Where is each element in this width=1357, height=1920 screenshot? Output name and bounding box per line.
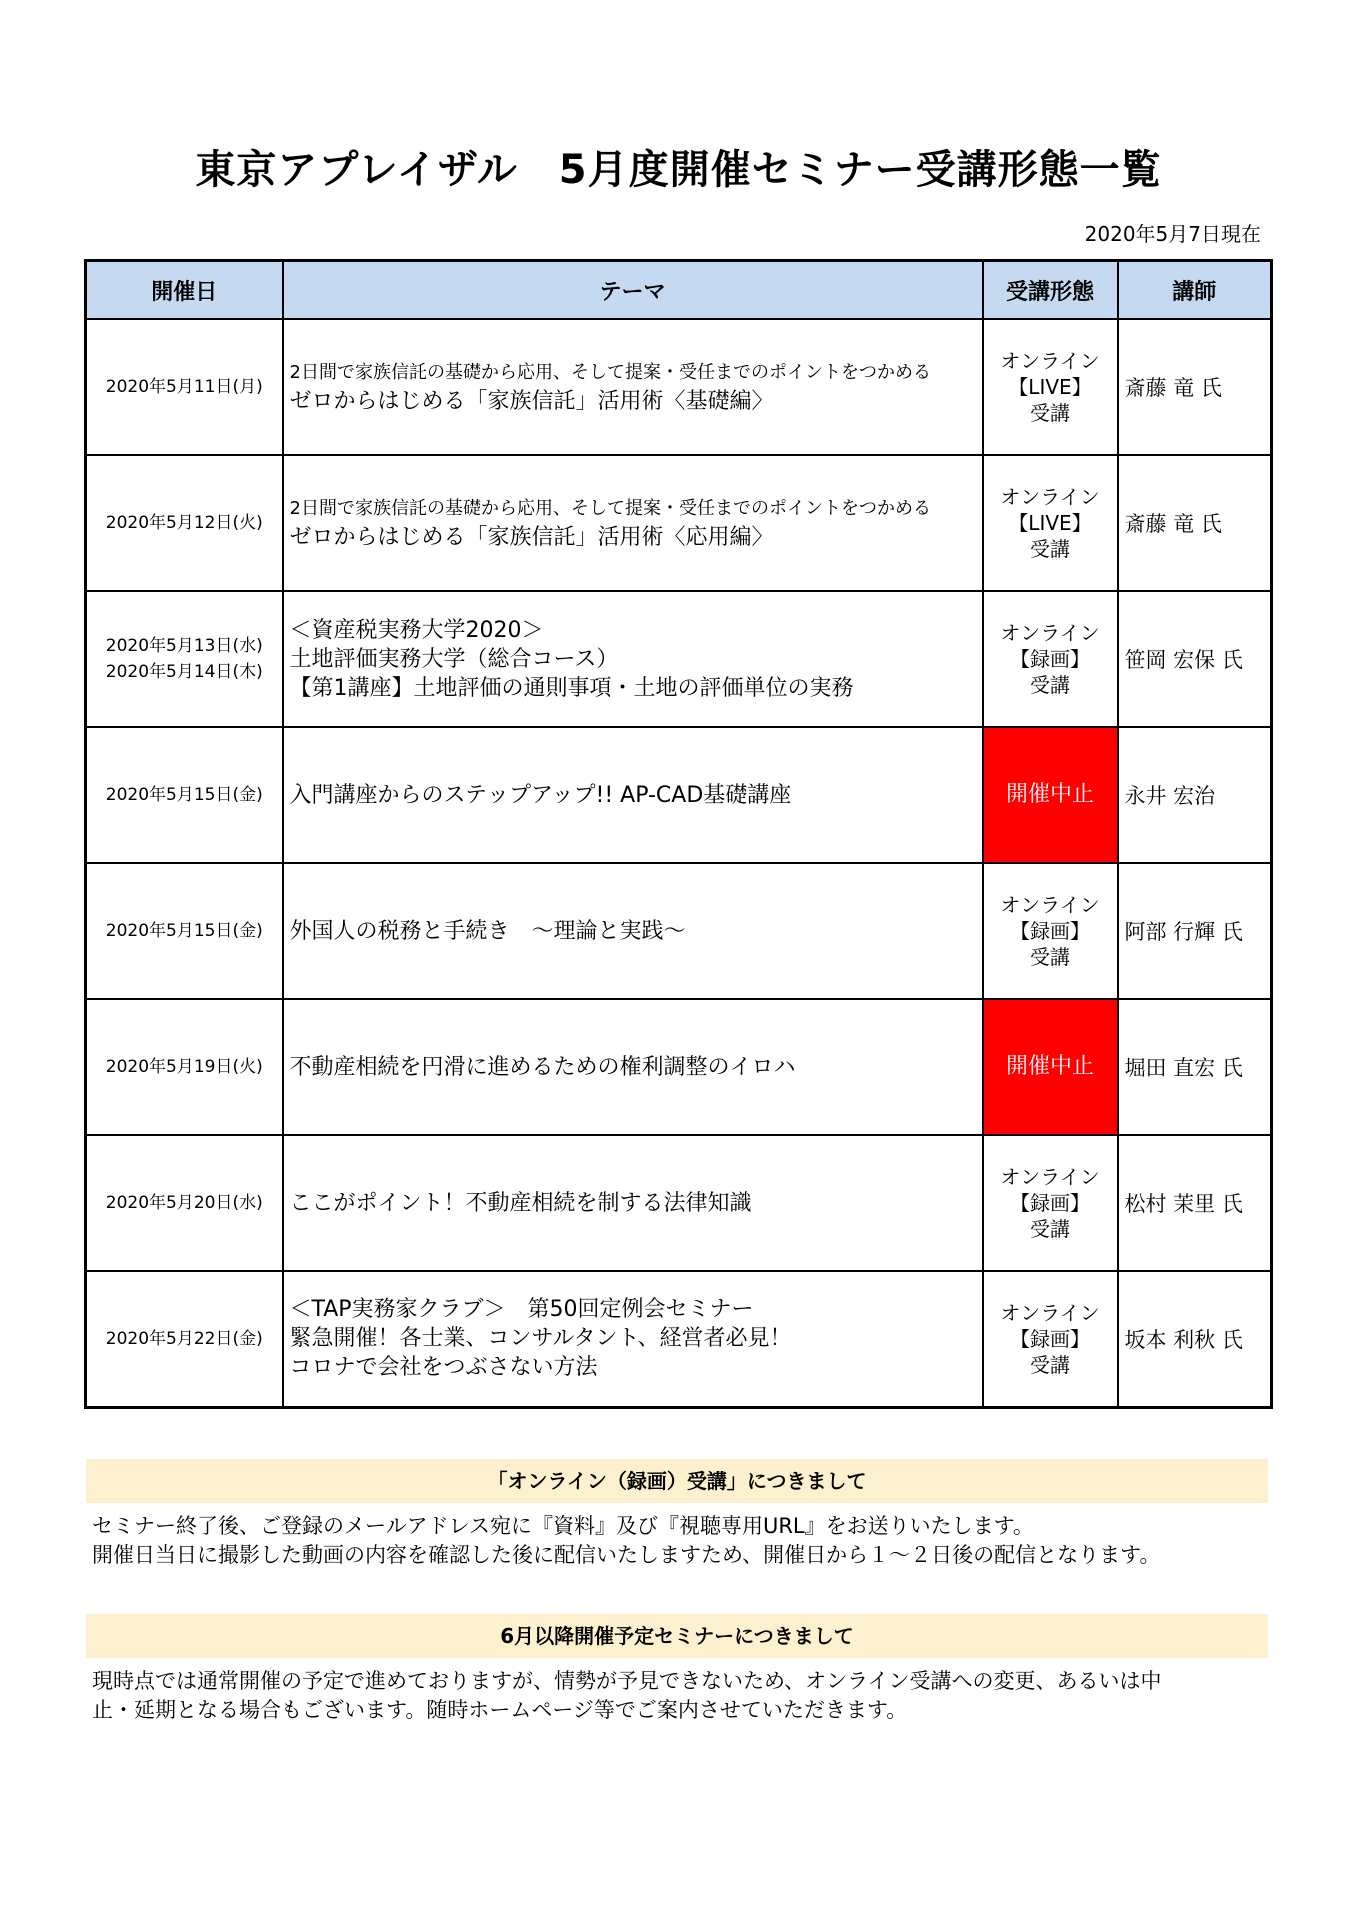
table-row bbox=[86, 1271, 1272, 1407]
note-line: 開催日当日に撮影した動画の内容を確認した後に配信いたしますため、開催日から１～２日後の配信となります。 bbox=[92, 1543, 1161, 1567]
format-text: オンライン bbox=[1000, 893, 1100, 917]
cell-date bbox=[86, 1135, 283, 1271]
theme-text: 外国人の税務と手続き ～理論と実践～ bbox=[289, 918, 686, 944]
page-title: 東京アプレイザル 5月度開催セミナー受講形態一覧 bbox=[195, 147, 1162, 193]
note-heading-june-onward: 6月以降開催予定セミナーにつきまして bbox=[86, 1614, 1268, 1658]
cell-format bbox=[983, 591, 1118, 727]
cell-date bbox=[86, 591, 283, 727]
table-row bbox=[86, 863, 1272, 999]
format-text: 【録画】 bbox=[1010, 1326, 1090, 1351]
format-text: 受講 bbox=[1030, 1217, 1070, 1241]
table-header-row bbox=[86, 261, 1272, 320]
cell-date bbox=[86, 319, 283, 455]
table-row bbox=[86, 591, 1272, 727]
cell-theme bbox=[283, 1135, 983, 1271]
format-text: 【録画】 bbox=[1010, 1191, 1090, 1215]
cell-theme bbox=[283, 319, 983, 455]
theme-text: ＜資産税実務大学2020＞ bbox=[289, 617, 544, 643]
cell-theme bbox=[283, 1271, 983, 1407]
format-text: 受講 bbox=[1030, 1352, 1070, 1377]
table-row bbox=[86, 319, 1272, 455]
cell-theme bbox=[283, 727, 983, 863]
cell-date bbox=[86, 455, 283, 591]
seminar-table bbox=[84, 259, 1273, 1409]
date-text: 2020年5月20日(水) bbox=[105, 1193, 263, 1213]
format-text: オンライン bbox=[1000, 1300, 1100, 1325]
cell-theme bbox=[283, 591, 983, 727]
cell-date bbox=[86, 863, 283, 999]
table-row bbox=[86, 727, 1272, 863]
theme-subtitle: 2日間で家族信託の基礎から応用、そして提案・受任までのポイントをつかめる bbox=[289, 362, 931, 383]
format-text: 受講 bbox=[1030, 401, 1070, 425]
cell-format-cancelled bbox=[983, 727, 1118, 863]
as-of-date: 2020年5月7日現在 bbox=[1084, 222, 1261, 246]
theme-text: ゼロからはじめる「家族信託」活用術〈基礎編〉 bbox=[289, 389, 774, 414]
cancelled-badge: 開催中止 bbox=[1005, 782, 1094, 807]
theme-text: 【第1講座】土地評価の通則事項・土地の評価単位の実務 bbox=[289, 675, 854, 701]
cell-instructor: 笹岡 宏保 氏 bbox=[1118, 591, 1272, 727]
cell-date bbox=[86, 999, 283, 1135]
format-text: 受講 bbox=[1030, 537, 1070, 561]
table-row bbox=[86, 999, 1272, 1135]
cell-format-cancelled bbox=[983, 999, 1118, 1135]
note-body-online-recorded bbox=[92, 1512, 1272, 1570]
date-text: 2020年5月14日(木) bbox=[105, 662, 263, 682]
header-theme: テーマ bbox=[283, 261, 983, 320]
date-text: 2020年5月15日(金) bbox=[105, 921, 263, 941]
format-text: 受講 bbox=[1030, 945, 1070, 969]
date-text: 2020年5月22日(金) bbox=[105, 1328, 263, 1349]
cancelled-badge: 開催中止 bbox=[1005, 1054, 1094, 1079]
cell-instructor: 阿部 行輝 氏 bbox=[1118, 863, 1272, 999]
theme-text: 不動産相続を円滑に進めるための権利調整のイロハ bbox=[289, 1054, 796, 1080]
format-text: 【録画】 bbox=[1010, 919, 1090, 943]
theme-text: 緊急開催！各士業、コンサルタント、経営者必見！ bbox=[289, 1326, 792, 1352]
note-body-june-onward bbox=[92, 1667, 1272, 1725]
cell-instructor: 坂本 利秋 氏 bbox=[1118, 1271, 1272, 1407]
cell-instructor: 斎藤 竜 氏 bbox=[1118, 455, 1272, 591]
cell-theme bbox=[283, 455, 983, 591]
note-line: セミナー終了後、ご登録のメールアドレス宛に『資料』及び『視聴専用URL』をお送りいたします。 bbox=[92, 1514, 1034, 1538]
theme-text: ＜TAP実務家クラブ＞ 第50回定例会セミナー bbox=[289, 1297, 754, 1323]
date-text: 2020年5月12日(火) bbox=[105, 513, 263, 533]
note-line: 現時点では通常開催の予定で進めておりますが、情勢が予見できないため、オンライン受講への変更、あるいは中 bbox=[92, 1669, 1162, 1693]
cell-instructor: 堀田 直宏 氏 bbox=[1118, 999, 1272, 1135]
theme-text: 入門講座からのステップアップ!! AP-CAD基礎講座 bbox=[289, 782, 792, 808]
format-text: 【録画】 bbox=[1010, 647, 1090, 671]
theme-text: コロナで会社をつぶさない方法 bbox=[289, 1355, 598, 1381]
format-text: 【LIVE】 bbox=[1008, 511, 1092, 535]
cell-theme bbox=[283, 999, 983, 1135]
date-text: 2020年5月15日(金) bbox=[105, 785, 263, 805]
table-row bbox=[86, 1135, 1272, 1271]
cell-format bbox=[983, 455, 1118, 591]
format-text: 受講 bbox=[1030, 673, 1070, 697]
cell-instructor: 斎藤 竜 氏 bbox=[1118, 319, 1272, 455]
cell-theme bbox=[283, 863, 983, 999]
note-line: 止・延期となる場合もございます。随時ホームページ等でご案内させていただきます。 bbox=[92, 1698, 908, 1722]
cell-format bbox=[983, 863, 1118, 999]
header-date: 開催日 bbox=[86, 261, 283, 320]
theme-text: ここがポイント！不動産相続を制する法律知識 bbox=[289, 1190, 752, 1216]
cell-format bbox=[983, 1271, 1118, 1407]
cell-instructor: 松村 茉里 氏 bbox=[1118, 1135, 1272, 1271]
note-heading-online-recorded: 「オンライン（録画）受講」につきまして bbox=[86, 1459, 1268, 1503]
cell-instructor: 永井 宏治 bbox=[1118, 727, 1272, 863]
cell-date bbox=[86, 1271, 283, 1407]
date-text: 2020年5月13日(水) bbox=[105, 636, 263, 656]
header-instructor: 講師 bbox=[1118, 261, 1272, 320]
header-format: 受講形態 bbox=[983, 261, 1118, 320]
date-text: 2020年5月19日(火) bbox=[105, 1057, 263, 1077]
cell-format bbox=[983, 319, 1118, 455]
theme-subtitle: 2日間で家族信託の基礎から応用、そして提案・受任までのポイントをつかめる bbox=[289, 498, 931, 519]
table-row bbox=[86, 455, 1272, 591]
format-text: 【LIVE】 bbox=[1008, 375, 1092, 399]
theme-text: ゼロからはじめる「家族信託」活用術〈応用編〉 bbox=[289, 525, 774, 550]
table-body bbox=[86, 319, 1272, 1407]
format-text: オンライン bbox=[1000, 349, 1100, 373]
theme-text: 土地評価実務大学（総合コース） bbox=[289, 646, 619, 672]
cell-format bbox=[983, 1135, 1118, 1271]
format-text: オンライン bbox=[1000, 485, 1100, 509]
format-text: オンライン bbox=[1000, 1165, 1100, 1189]
date-text: 2020年5月11日(月) bbox=[105, 377, 263, 397]
cell-date bbox=[86, 727, 283, 863]
format-text: オンライン bbox=[1000, 621, 1100, 645]
